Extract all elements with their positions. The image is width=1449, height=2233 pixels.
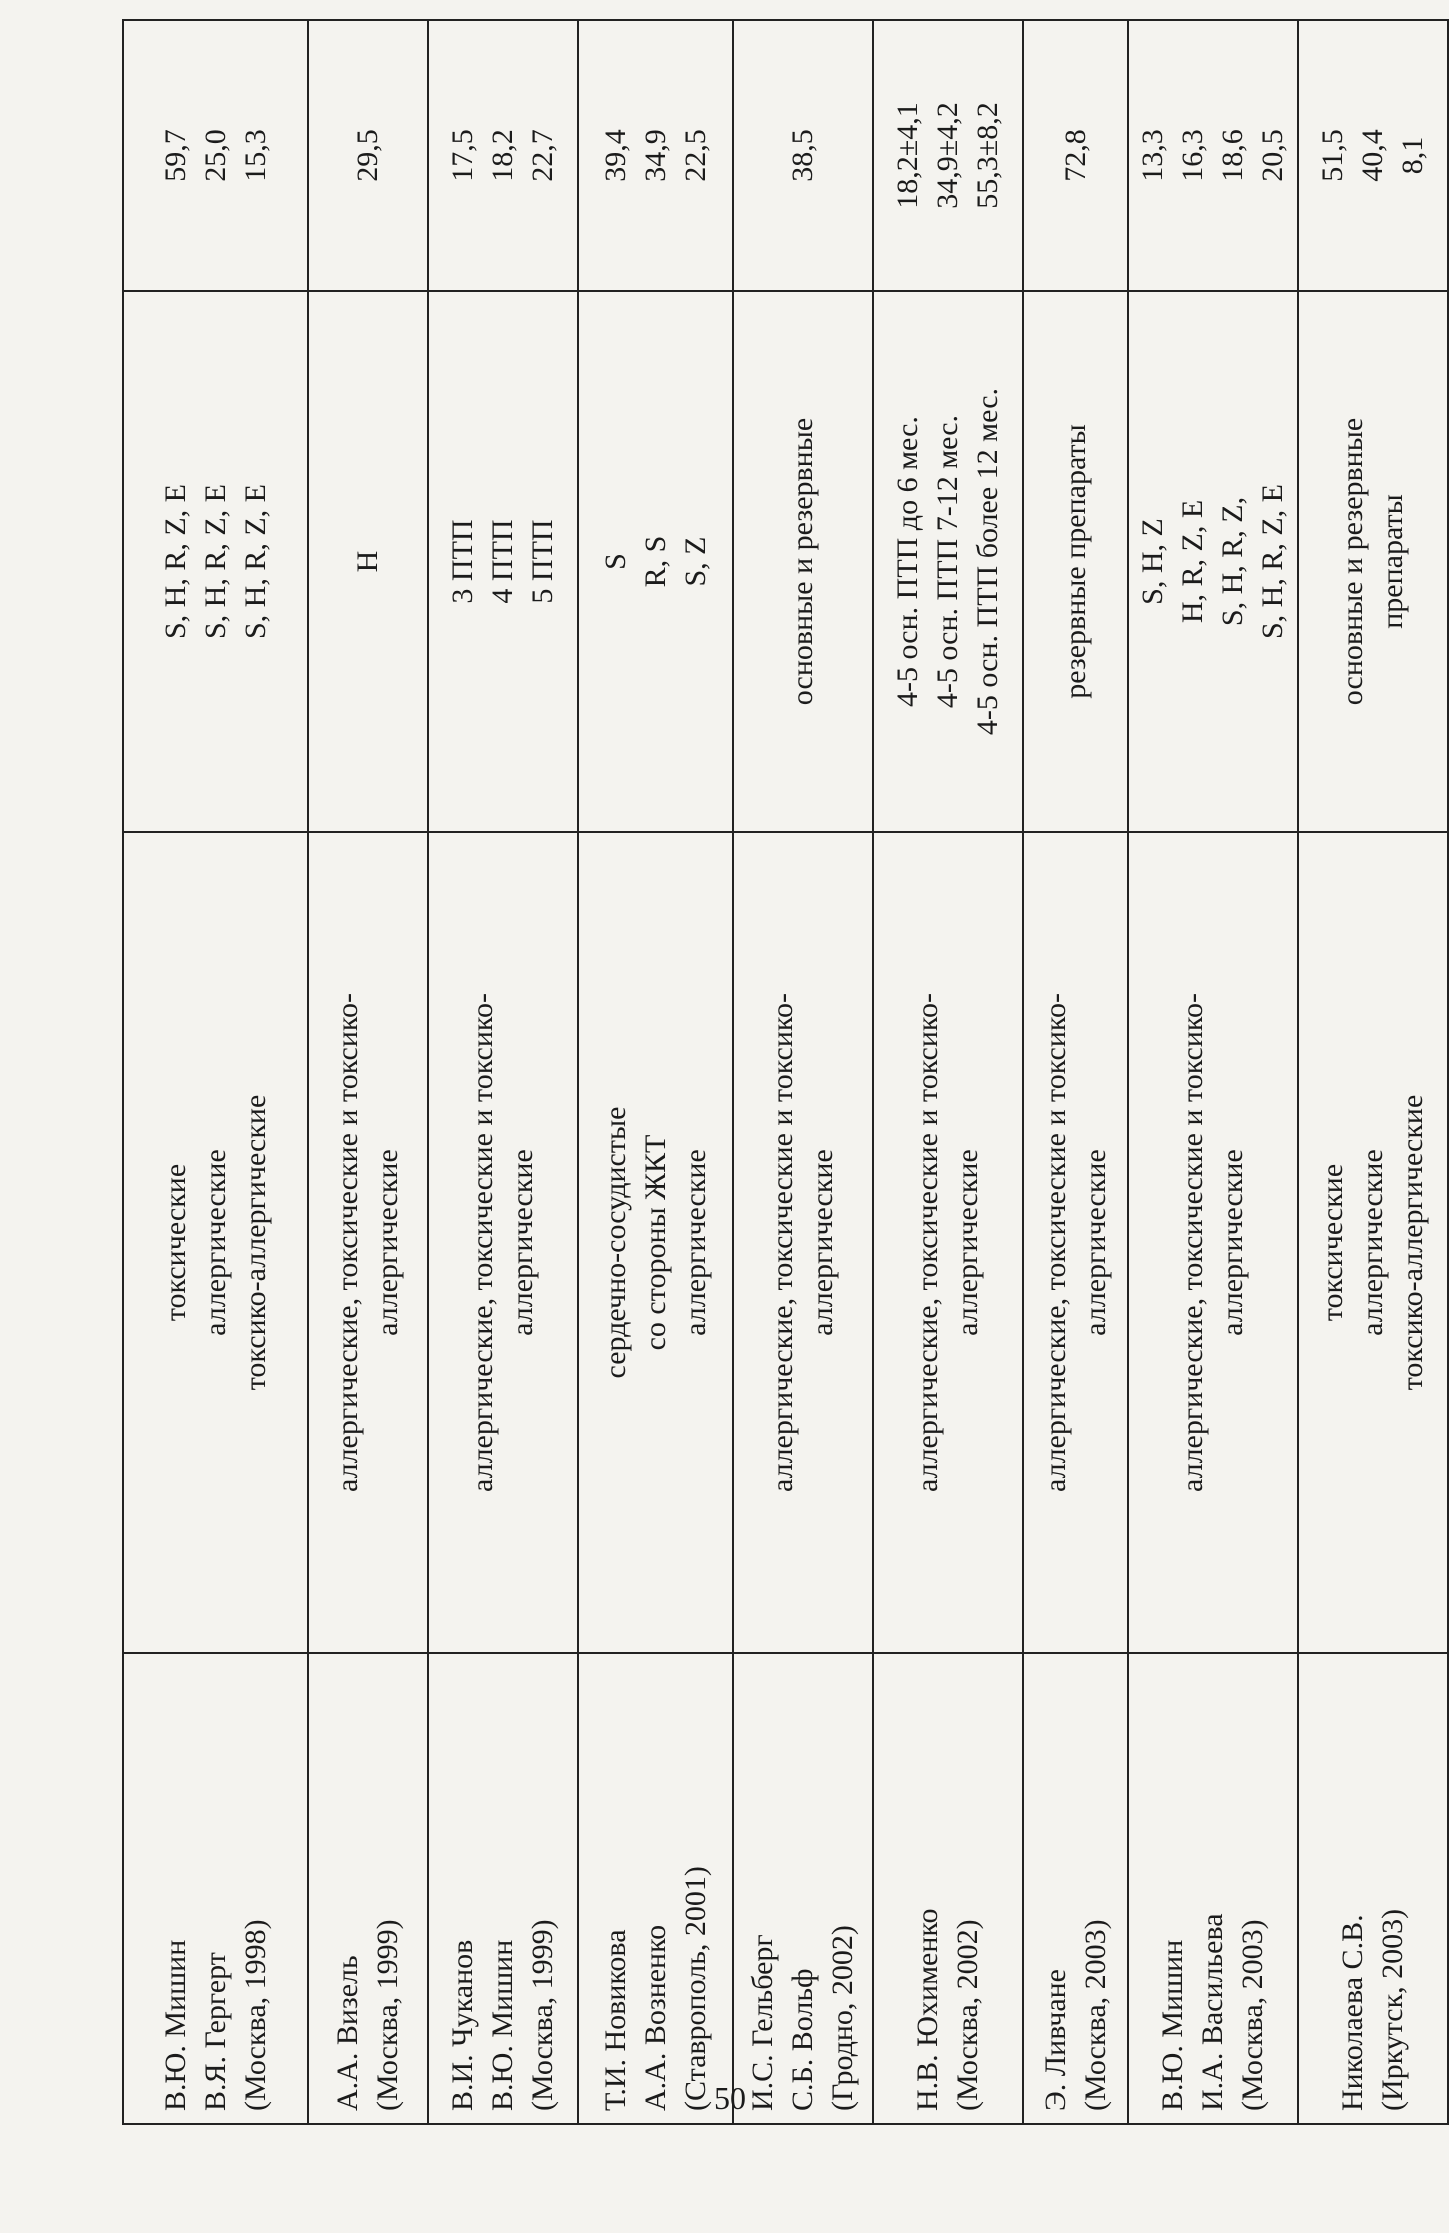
- value-cell-line: 13,3: [1136, 129, 1169, 182]
- drugs-cell-line: 4-5 осн. ПТП 7-12 мес.: [931, 414, 964, 709]
- authors-cell: [733, 1653, 873, 2124]
- effects-cell-line: аллергические, токсические и токсико-: [1176, 993, 1209, 1492]
- authors-cell-line: В.Ю. Мишин: [1156, 1939, 1189, 2111]
- value-cell-line: 16,3: [1176, 129, 1209, 182]
- effects-cell-line: аллергические: [371, 1149, 404, 1336]
- value-cell-line: 22,7: [526, 129, 559, 182]
- drugs-cell-line: основные и резервные: [786, 417, 819, 706]
- authors-cell: [1128, 1653, 1298, 2124]
- table-row: [123, 20, 308, 2124]
- value-cell: [1023, 20, 1128, 291]
- effects-cell-line: токсико-аллергические: [1396, 1094, 1429, 1391]
- authors-cell-line: Николаева С.В.: [1336, 1914, 1369, 2111]
- effects-cell-line: аллергические: [806, 1149, 839, 1336]
- table-row: [873, 20, 1023, 2124]
- authors-cell-line: В.И. Чуканов: [446, 1939, 479, 2111]
- authors-cell: [1023, 1653, 1128, 2124]
- value-cell-line: 51,5: [1316, 129, 1349, 182]
- authors-cell: [578, 1653, 733, 2124]
- authors-cell-line: А.А. Визель: [331, 1955, 364, 2111]
- rotated-table-container: [122, 102, 1429, 2125]
- authors-cell-line: В.Я. Гергерт: [198, 1952, 232, 2111]
- value-cell: [308, 20, 428, 291]
- table-row: [428, 20, 578, 2124]
- effects-cell-line: токсические: [1316, 1163, 1349, 1322]
- effects-cell: [1128, 832, 1298, 1653]
- value-cell-line: 18,2: [486, 129, 519, 182]
- authors-cell-line: В.Ю. Мишин: [158, 1939, 192, 2111]
- value-cell-line: 38,5: [786, 129, 819, 182]
- authors-cell-line: А.А. Возненко: [638, 1924, 672, 2111]
- authors-cell: [1298, 1653, 1448, 2124]
- authors-cell-line: (Иркутск, 2003): [1376, 1908, 1409, 2111]
- value-cell-line: 20,5: [1256, 129, 1289, 182]
- value-cell-line: 34,9±4,2: [931, 102, 964, 209]
- authors-cell: [873, 1653, 1023, 2124]
- effects-cell: [1298, 832, 1448, 1653]
- value-cell-line: 15,3: [238, 129, 272, 182]
- drugs-cell: [578, 291, 733, 832]
- value-cell: [578, 20, 733, 291]
- effects-cell-line: аллергические: [1356, 1149, 1389, 1336]
- value-cell-line: 55,3±8,2: [971, 102, 1004, 209]
- value-cell-line: 39,4: [598, 129, 632, 182]
- table-row: [578, 20, 733, 2124]
- drugs-cell: [1298, 291, 1448, 832]
- effects-cell-line: аллергические, токсические и токсико-: [766, 993, 799, 1492]
- authors-cell-line: (Ставрополь, 2001): [678, 1866, 712, 2111]
- value-cell: [1298, 20, 1448, 291]
- drugs-cell: [873, 291, 1023, 832]
- authors-cell-line: Н.В. Юхименко: [911, 1908, 944, 2111]
- value-cell-line: 8,1: [1396, 136, 1429, 175]
- authors-cell-line: (Москва, 2002): [951, 1919, 984, 2111]
- drugs-cell-line: 5 ПТП: [526, 519, 559, 604]
- value-cell-line: 72,8: [1058, 129, 1092, 182]
- effects-cell-line: аллергические: [951, 1149, 984, 1336]
- table-row: [1128, 20, 1298, 2124]
- drugs-cell: [428, 291, 578, 832]
- effects-cell-line: аллергические: [678, 1149, 712, 1336]
- authors-cell-line: (Гродно, 2002): [826, 1925, 859, 2111]
- authors-cell-line: Т.И. Новикова: [598, 1929, 632, 2111]
- authors-cell: [123, 1653, 308, 2124]
- effects-cell: [428, 832, 578, 1653]
- table-row: [1023, 20, 1128, 2124]
- drugs-cell-line: 3 ПТП: [446, 519, 479, 604]
- value-cell-line: 29,5: [351, 129, 384, 182]
- value-cell-line: 18,2±4,1: [891, 102, 924, 209]
- value-cell-line: 40,4: [1356, 129, 1389, 182]
- effects-cell: [578, 832, 733, 1653]
- value-cell: [733, 20, 873, 291]
- authors-cell-line: (Москва, 1999): [526, 1919, 559, 2111]
- effects-cell-line: аллергические: [506, 1149, 539, 1336]
- effects-cell-line: аллергические, токсические и токсико-: [331, 993, 364, 1492]
- effects-cell-line: аллергические: [1216, 1149, 1249, 1336]
- drugs-cell-line: H, R, Z, E: [1176, 499, 1209, 624]
- effects-cell: [308, 832, 428, 1653]
- authors-cell-line: И.А. Васильева: [1196, 1913, 1229, 2111]
- table-row: [733, 20, 873, 2124]
- authors-cell-line: (Москва, 2003): [1078, 1919, 1112, 2111]
- value-cell: [123, 20, 308, 291]
- effects-cell-line: аллергические, токсические и токсико-: [911, 993, 944, 1492]
- drugs-cell: [1023, 291, 1128, 832]
- effects-cell-line: токсико-аллергические: [238, 1094, 272, 1391]
- page-number: 50: [714, 2080, 746, 2116]
- drugs-cell-line: S, H, R, Z, E: [158, 484, 192, 640]
- authors-cell-line: (Москва, 1998): [238, 1919, 272, 2111]
- drugs-cell-line: резервные препараты: [1058, 424, 1092, 699]
- effects-cell-line: токсические: [158, 1163, 192, 1322]
- authors-cell-line: С.Б. Вольф: [786, 1968, 819, 2111]
- effects-cell: [873, 832, 1023, 1653]
- drugs-cell: [308, 291, 428, 832]
- effects-cell: [733, 832, 873, 1653]
- drugs-cell-line: S, H, R, Z,: [1216, 496, 1249, 627]
- effects-cell-line: аллергические: [1078, 1149, 1112, 1336]
- value-cell-line: 34,9: [638, 129, 672, 182]
- effects-cell: [123, 832, 308, 1653]
- authors-cell: [428, 1653, 578, 2124]
- table-row: [1298, 20, 1448, 2124]
- value-cell: [1128, 20, 1298, 291]
- table-body: [123, 20, 1448, 2124]
- value-cell: [873, 20, 1023, 291]
- value-cell: [428, 20, 578, 291]
- drugs-cell: [1128, 291, 1298, 832]
- value-cell-line: 25,0: [198, 129, 232, 182]
- drugs-cell-line: 4-5 осн. ПТП более 12 мес.: [971, 387, 1004, 736]
- drug-side-effects-table: [122, 19, 1449, 2125]
- drugs-cell-line: H: [351, 550, 384, 573]
- value-cell-line: 18,6: [1216, 129, 1249, 182]
- effects-cell-line: аллергические, токсические и токсико-: [466, 993, 499, 1492]
- authors-cell-line: Э. Ливчане: [1038, 1968, 1072, 2111]
- drugs-cell-line: S, H, R, Z, E: [198, 484, 232, 640]
- effects-cell-line: со стороны ЖКТ: [638, 1134, 672, 1351]
- authors-cell-line: (Москва, 1999): [371, 1919, 404, 2111]
- value-cell-line: 22,5: [678, 129, 712, 182]
- drugs-cell-line: 4-5 осн. ПТП до 6 мес.: [891, 416, 924, 707]
- drugs-cell-line: S, H, Z: [1136, 518, 1169, 605]
- drugs-cell: [123, 291, 308, 832]
- drugs-cell: [733, 291, 873, 832]
- effects-cell-line: сердечно-сосудистые: [598, 1106, 632, 1379]
- value-cell-line: 17,5: [446, 129, 479, 182]
- effects-cell-line: аллергические, токсические и токсико-: [1038, 993, 1072, 1492]
- authors-cell: [308, 1653, 428, 2124]
- drugs-cell-line: S: [598, 553, 632, 570]
- drugs-cell-line: S, H, R, Z, E: [1256, 484, 1289, 640]
- drugs-cell-line: S, H, R, Z, E: [238, 484, 272, 640]
- authors-cell-line: И.С. Гельберг: [746, 1934, 779, 2111]
- table-row: [308, 20, 428, 2124]
- drugs-cell-line: 4 ПТП: [486, 519, 519, 604]
- drugs-cell-line: основные и резервные: [1336, 417, 1369, 706]
- authors-cell-line: (Москва, 2003): [1236, 1919, 1269, 2111]
- drugs-cell-line: S, Z: [678, 536, 712, 587]
- drugs-cell-line: препараты: [1376, 494, 1409, 629]
- drugs-cell-line: R, S: [638, 535, 672, 588]
- value-cell-line: 59,7: [158, 129, 192, 182]
- effects-cell: [1023, 832, 1128, 1653]
- effects-cell-line: аллергические: [198, 1149, 232, 1336]
- authors-cell-line: В.Ю. Мишин: [486, 1939, 519, 2111]
